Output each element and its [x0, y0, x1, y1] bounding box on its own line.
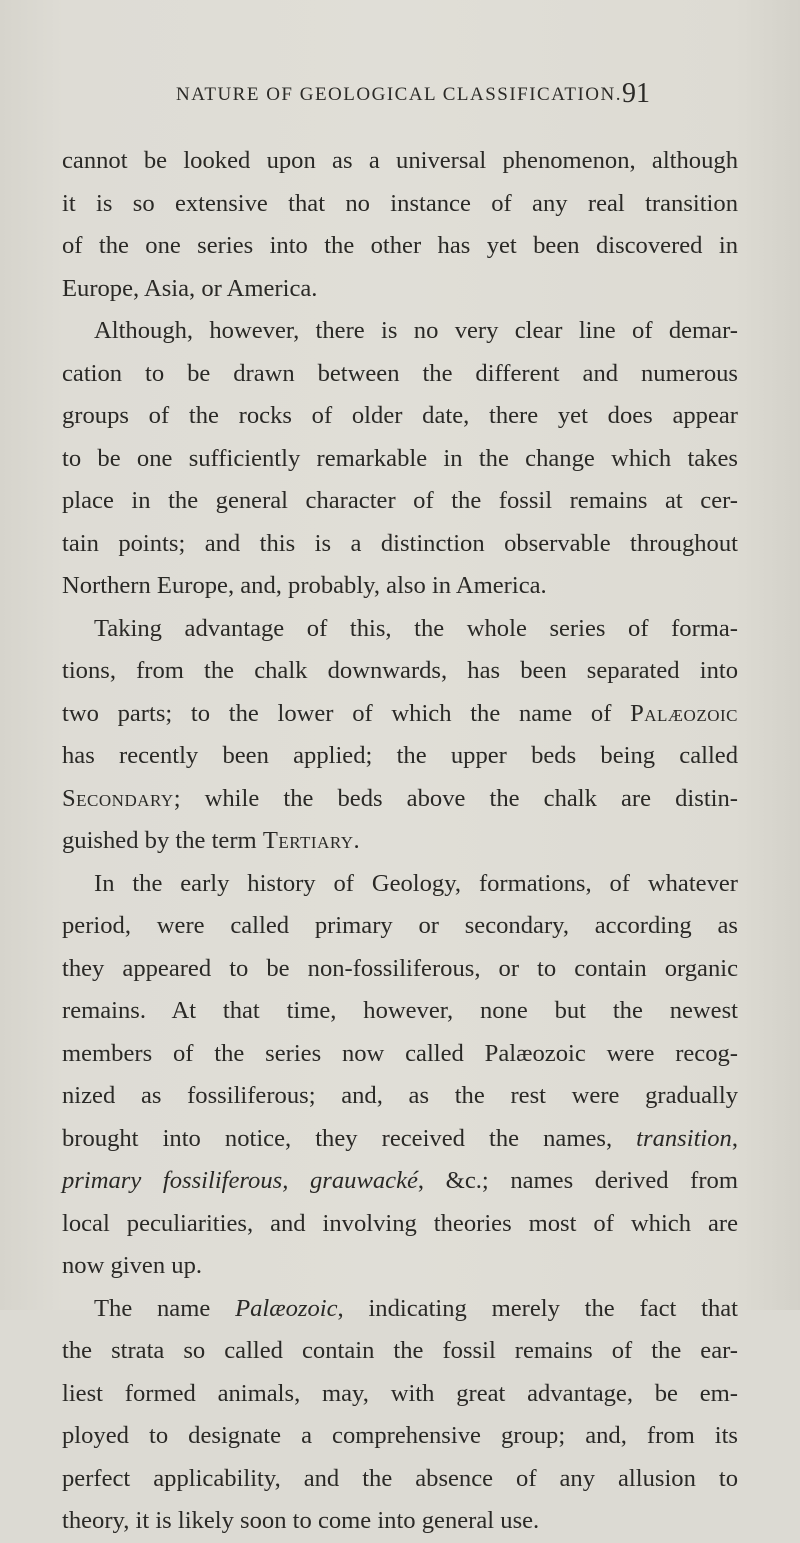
text-line: two parts; to the lower of which the name of Palæozoic [62, 699, 738, 727]
text-line: Secondary; while the beds above the chalk are distin- [62, 784, 738, 812]
body-text [62, 140, 738, 1543]
text-line: Taking advantage of this, the whole series of forma- [94, 614, 738, 642]
text-line: cannot be looked upon as a universal phenomenon, although [62, 147, 738, 174]
text-line: Although, however, there is no very clear line of demar- [94, 317, 738, 344]
text-line: tions, from the chalk downwards, has been separated into [62, 657, 738, 684]
text-line: guished by the term Tertiary. [62, 827, 360, 854]
text-line: of the one series into the other has yet been discovered in [62, 232, 738, 259]
small-caps-term: Tertiary [262, 827, 354, 854]
text-line: members of the series now called Palæozoic were recog- [62, 1039, 738, 1067]
page-number: 91 [622, 78, 650, 109]
text-line: tain points; and this is a distinction observable throughout [62, 529, 738, 557]
text-line: perfect applicability, and the absence of any allusion to [62, 1464, 738, 1492]
text-line: groups of the rocks of older date, there yet does appear [62, 402, 738, 429]
text-line: nized as fossiliferous; and, as the rest were gradually [62, 1082, 738, 1109]
text-line: ployed to designate a comprehensive group; and, from its [62, 1422, 738, 1449]
text-line: they appeared to be non-fossiliferous, or to contain organic [62, 954, 738, 982]
paragraph [62, 1288, 738, 1543]
small-caps-term: Palæozoic [630, 699, 738, 727]
text-line: to be one sufficiently remarkable in the change which takes [62, 444, 738, 472]
text-line: Northern Europe, and, probably, also in America. [62, 572, 547, 599]
text-line: the strata so called contain the fossil remains of the ear- [62, 1337, 738, 1364]
text-line: local peculiarities, and involving theories most of which are [62, 1209, 738, 1237]
text-line: In the early history of Geology, formations, of whatever [94, 869, 738, 897]
text-line: period, were called primary or secondary, according as [62, 912, 738, 939]
text-line: cation to be drawn between the different and numerous [62, 359, 738, 387]
text-line: it is so extensive that no instance of any real transition [62, 189, 738, 217]
text-line: liest formed animals, may, with great advantage, be em- [62, 1379, 738, 1407]
text-line: has recently been applied; the upper beds being called [62, 742, 738, 769]
text-line: Europe, Asia, or America. [62, 274, 318, 302]
running-head: NATURE OF GEOLOGICAL CLASSIFICATION. [176, 84, 622, 105]
italic-term: Palæozoic [235, 1294, 338, 1322]
small-caps-term: Secondary [62, 784, 174, 812]
text-line: brought into notice, they received the names, transition, [62, 1124, 738, 1152]
page-header [0, 78, 800, 114]
paragraph [62, 310, 738, 608]
text-line: theory, it is likely soon to come into general use. [62, 1507, 540, 1534]
italic-term: transition [636, 1124, 732, 1152]
text-line: remains. At that time, however, none but the newest [62, 997, 738, 1024]
text-line: now given up. [62, 1252, 203, 1279]
text-line: place in the general character of the fossil remains at cer- [62, 487, 738, 514]
paragraph [62, 140, 738, 310]
text-line: primary fossiliferous, grauwacké, &c.; names derived from [62, 1167, 738, 1194]
paragraph [62, 863, 738, 1288]
text-line: The name Palæozoic, indicating merely the fact that [94, 1294, 738, 1322]
italic-term: primary fossiliferous, grauwacké [62, 1167, 418, 1194]
paragraph [62, 608, 738, 863]
